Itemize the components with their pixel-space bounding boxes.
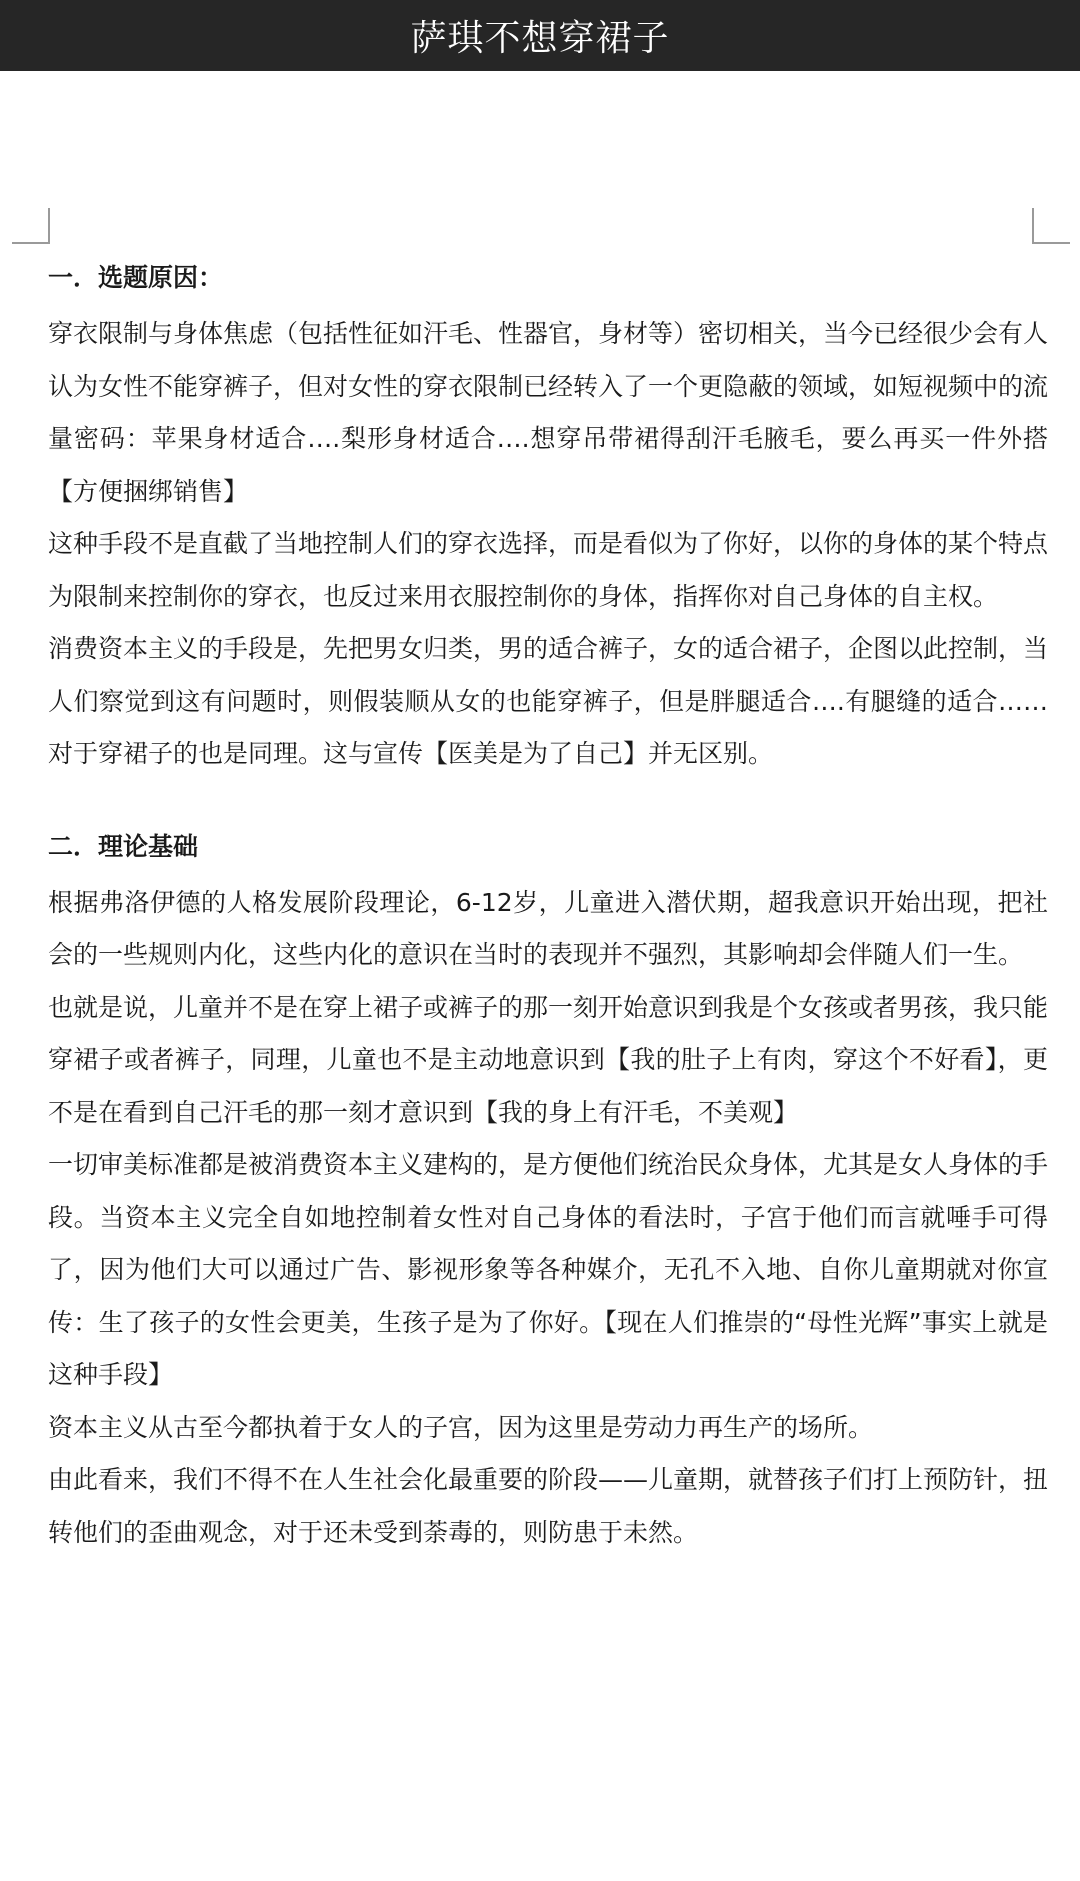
section-heading: 二．理论基础: [48, 831, 199, 861]
page-margin-corner-left: [12, 208, 50, 244]
page-margin-corner-right: [1032, 208, 1070, 244]
document-title: 萨琪不想穿裙子: [410, 18, 670, 59]
paragraph: 这种手段不是直截了当地控制人们的穿衣选择，而是看似为了你好，以你的身体的某个特点为限制来控制你的穿衣，也反过来用衣服控制你的身体，指挥你对自己身体的自主权。: [48, 529, 1049, 611]
section-theory: [48, 827, 1048, 1560]
paragraph: 也就是说，儿童并不是在穿上裙子或裤子的那一刻开始意识到我是个女孩或者男孩，我只能穿裙子或者裤子，同理，儿童也不是主动地意识到【我的肚子上有肉，穿这个不好看】，更不是在看到自己汗毛的那一刻才意识到【我的身上有汗毛，不美观】: [48, 992, 1049, 1127]
paragraph: 一切审美标准都是被消费资本主义建构的，是方便他们统治民众身体，尤其是女人身体的手段。当资本主义完全自如地控制着女性对自己身体的看法时，子宫于他们而言就唾手可得了，因为他们大可以通过广告、影视形象等各种媒介，无孔不入地、自你儿童期就对你宣传：生了孩子的女性会更美，生孩子是为了你好。【现在人们推崇的“母性光辉”事实上就是这种手段】: [48, 1150, 1049, 1389]
paragraph: 消费资本主义的手段是，先把男女归类，男的适合裤子，女的适合裙子，企图以此控制，当人们察觉到这有问题时，则假装顺从女的也能穿裤子，但是胖腿适合….有腿缝的适合……对于穿裙子的也是同理。这与宣传【医美是为了自己】并无区别。: [48, 634, 1049, 768]
document-body: [48, 258, 1048, 1559]
section-heading: 一．选题原因：: [48, 263, 224, 292]
paragraph: 由此看来，我们不得不在人生社会化最重要的阶段——儿童期，就替孩子们打上预防针，扭转他们的歪曲观念，对于还未受到荼毒的，则防患于未然。: [48, 1465, 1049, 1547]
paragraph: 资本主义从古至今都执着于女人的子宫，因为这里是劳动力再生产的场所。: [48, 1412, 874, 1442]
section-reason: [48, 258, 1048, 781]
paragraph: 根据弗洛伊德的人格发展阶段理论，6-12岁，儿童进入潜伏期，超我意识开始出现，把社会的一些规则内化，这些内化的意识在当时的表现并不强烈，其影响却会伴随人们一生。: [48, 887, 1048, 969]
paragraph: 穿衣限制与身体焦虑（包括性征如汗毛、性器官，身材等）密切相关，当今已经很少会有人认为女性不能穿裤子，但对女性的穿衣限制已经转入了一个更隐蔽的领域，如短视频中的流量密码：苹果身材适合….梨形身材适合….想穿吊带裙得刮汗毛腋毛，要么再买一件外搭【方便捆绑销售】: [48, 319, 1049, 506]
section-spacer: [48, 781, 1048, 827]
title-bar: [0, 0, 1080, 71]
